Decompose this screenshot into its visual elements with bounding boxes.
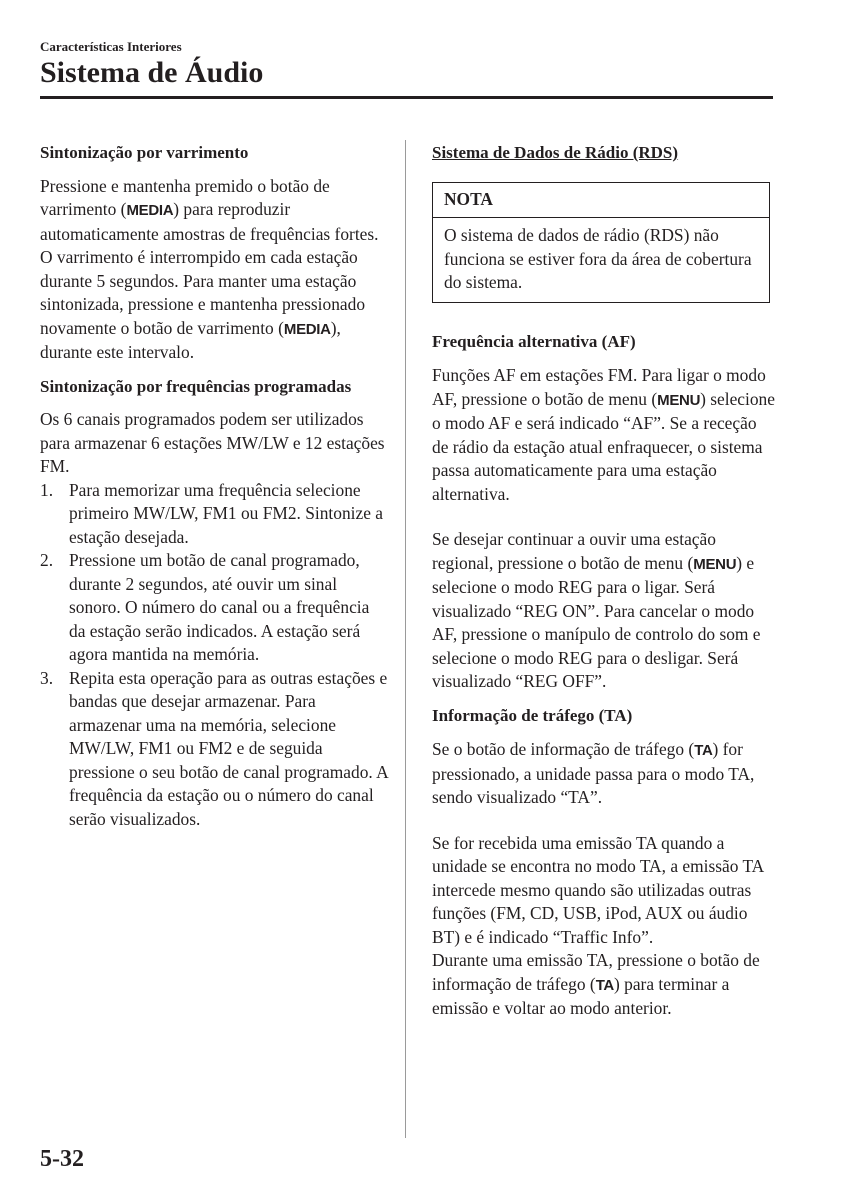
ta-button-label: TA [694, 742, 713, 759]
ta-text-4: ) para terminar a emissão e voltar ao modo anterior. [432, 973, 730, 1018]
af-text-2: ) selecione o modo AF e será indicado “AF”. Se a receção de rádio da estação atual enfraquecer, o sistema passa automaticamente para uma estação alternativa. [432, 388, 775, 504]
ta-paragraph-1 [432, 738, 777, 810]
step-number: 1. [40, 479, 54, 500]
seek-tuning-heading: Sintonização por varrimento [40, 143, 249, 162]
af-paragraph-2 [432, 528, 777, 694]
ta-text-3: Durante uma emissão TA, pressione o botão de informação de tráfego ( [432, 950, 760, 994]
note-title: NOTA [433, 183, 769, 219]
section-label: Características Interiores [40, 39, 182, 54]
af-text-1: Funções AF em estações FM. Para ligar o modo AF, pressione o botão de menu ( [432, 365, 766, 409]
page-number: 5-32 [40, 1146, 84, 1172]
seek-tuning-paragraph [40, 175, 390, 365]
right-column [432, 141, 777, 1021]
header-divider [40, 96, 773, 99]
step-number: 3. [40, 667, 54, 688]
step-text: Pressione um botão de canal programado, durante 2 segundos, até ouvir um sinal sonoro. O número do canal ou a frequência da estação serão indicados. A estação será agora mantida na memória. [69, 550, 370, 664]
af-paragraph-1 [432, 364, 777, 506]
media-button-label: MEDIA [126, 202, 174, 219]
menu-button-label: MENU [657, 391, 701, 409]
list-item [40, 479, 390, 550]
note-text: O sistema de dados de rádio (RDS) não funciona se estiver fora da área de cobertura do sistema. [444, 225, 752, 292]
preset-tuning-heading: Sintonização por frequências programadas [40, 376, 352, 396]
ta-text-2: ) for pressionado, a unidade passa para o modo TA, sendo visualizado “TA”. [432, 739, 755, 807]
ta-heading: Informação de tráfego (TA) [432, 705, 633, 725]
preset-intro-paragraph: Os 6 canais programados podem ser utilizados para armazenar 6 estações MW/LW e 12 estações FM. [40, 409, 385, 476]
ta-button-label: TA [595, 976, 614, 994]
list-item [40, 667, 390, 832]
media-button-label: MEDIA [283, 320, 331, 338]
ta-text-1: Se o botão de informação de tráfego ( [432, 739, 695, 759]
list-item [40, 549, 390, 667]
seek-text-2: ) para reproduzir automaticamente amostras de frequências fortes. O varrimento é interrompido em cada estação durante 5 segundos. Para manter uma estação sintonizada, pressione e mantenha pressionado novamente o botão de varrimento ( [40, 199, 379, 338]
af-text-4: ) e selecione o modo REG para o ligar. Será visualizado “REG ON”. Para cancelar o modo AF, pressione o manípulo de controlo do som e selecione o modo REG para o desligar. Será visualizado “REG OFF”. [432, 552, 761, 691]
preset-steps-list [40, 479, 390, 832]
ta-paragraph-2: Se for recebida uma emissão TA quando a unidade se encontra no modo TA, a emissão TA intercede mesmo quando são utilizadas outras funções (FM, CD, USB, iPod, AUX ou áudio BT) e é indicado “Traffic Info”. [432, 832, 764, 947]
step-text: Repita esta operação para as outras estações e bandas que desejar armazenar. Para armazenar uma na memória, selecione MW/LW, FM1 ou FM2 e de seguida pressione o seu botão de canal programado. A frequência da estação ou o número do canal serão visualizados. [69, 667, 388, 829]
note-box [432, 182, 770, 303]
menu-button-label: MENU [693, 555, 737, 573]
left-column [40, 141, 390, 831]
step-number: 2. [40, 550, 54, 570]
page-title: Sistema de Áudio [40, 56, 264, 89]
step-text: Para memorizar uma frequência selecione primeiro MW/LW, FM1 ou FM2. Sintonize a estação desejada. [69, 479, 383, 547]
rds-heading: Sistema de Dados de Rádio (RDS) [432, 143, 679, 162]
column-divider [405, 140, 406, 1138]
seek-text-3: ), durante este intervalo. [40, 317, 341, 362]
af-text-3: Se desejar continuar a ouvir uma estação regional, pressione o botão de menu ( [432, 529, 716, 573]
af-heading: Frequência alternativa (AF) [432, 331, 636, 351]
ta-paragraph-3 [432, 949, 777, 1021]
seek-text-1: Pressione e mantenha premido o botão de varrimento ( [40, 175, 330, 219]
